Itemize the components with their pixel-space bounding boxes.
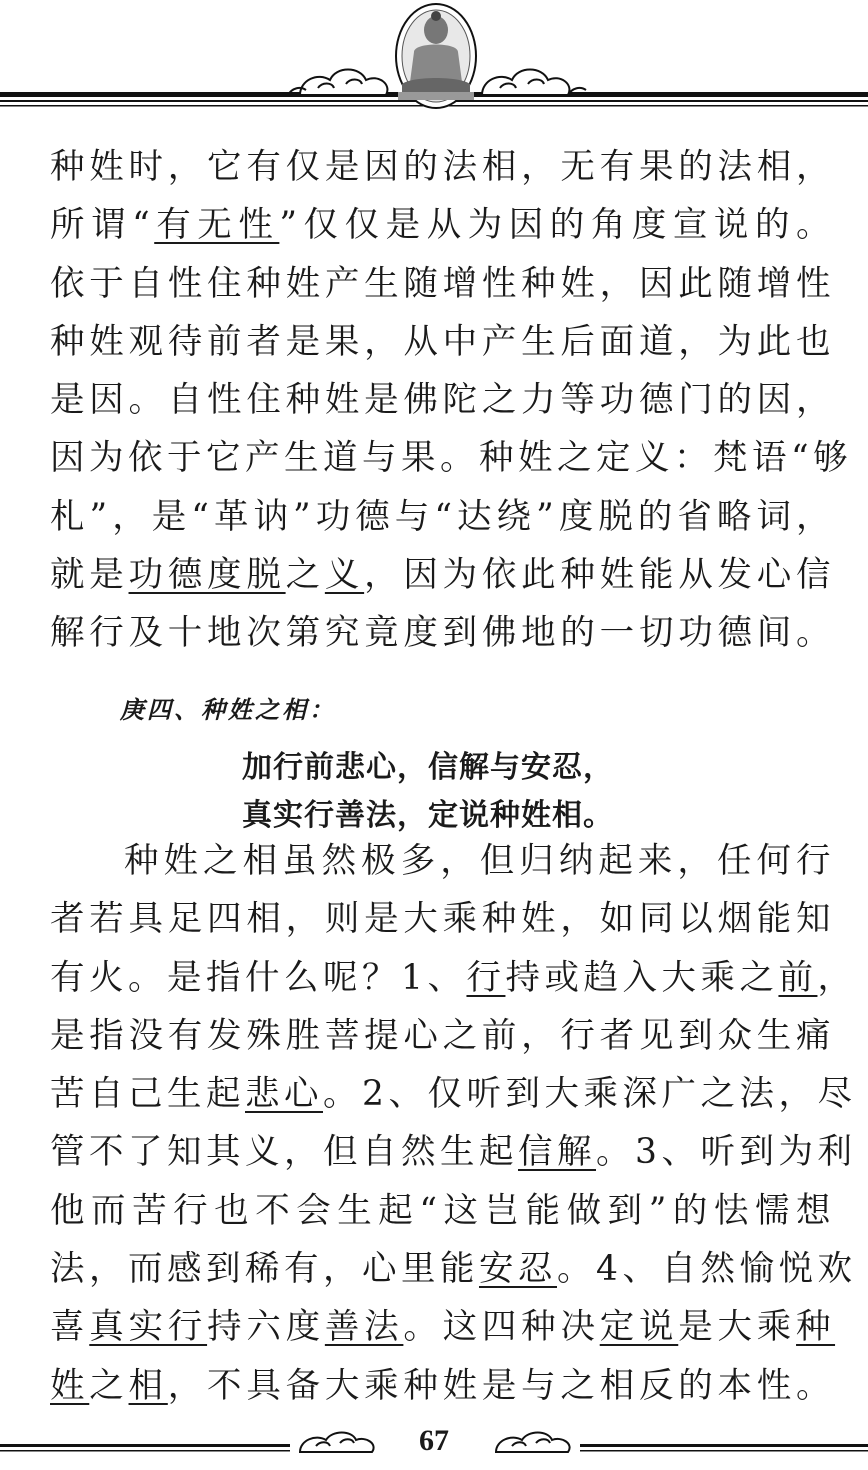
underlined-term: 善法 — [324, 1307, 404, 1348]
underlined-term: 相 — [128, 1365, 168, 1406]
verse-line-2: 真实行善法，定说种姓相。 — [242, 798, 614, 833]
text-segment: 持六度 — [207, 1307, 325, 1348]
section-heading: 庚四、种姓之相： — [120, 695, 336, 724]
text-segment: 就是 — [50, 555, 129, 596]
text-line — [50, 138, 835, 196]
underlined-term: 前 — [778, 957, 818, 998]
text-line — [50, 1065, 857, 1123]
text-line — [50, 371, 835, 429]
underlined-term: 有无性 — [154, 205, 280, 246]
text-segment: ”仅仅是从为因的角度宣说的。 — [279, 205, 836, 246]
text-line — [50, 546, 835, 604]
text-segment: 所谓“ — [50, 205, 155, 246]
text-segment: 种姓观待前者是果，从中产生后面道，为此也 — [50, 321, 835, 362]
text-segment: ，因为依此种姓能从发心信 — [364, 555, 836, 596]
text-segment: ， — [817, 957, 857, 998]
text-segment: 。3、听到为利 — [596, 1132, 857, 1173]
text-segment: 解行及十地次第究竟度到佛地的一切功德间。 — [50, 613, 835, 654]
text-segment: 喜 — [50, 1307, 90, 1348]
underlined-term: 真实行 — [89, 1307, 208, 1348]
underlined-term: 姓 — [50, 1365, 90, 1406]
text-segment: 之 — [285, 555, 325, 596]
text-segment: 。这四种决 — [403, 1307, 600, 1348]
text-segment: 法，而感到稀有，心里能 — [50, 1249, 479, 1290]
text-line — [50, 949, 857, 1007]
text-segment: 种姓时，它有仅是因的法相，无有果的法相， — [50, 147, 835, 187]
text-segment: 依于自性住种姓产生随增性种姓，因此随增性 — [50, 263, 835, 304]
text-segment: 札”，是“革讷”功德与“达绕”度脱的省略词， — [50, 496, 835, 537]
underlined-term: 定说 — [599, 1307, 679, 1348]
text-segment: 因为依于它产生道与果。种姓之定义：梵语“够 — [50, 438, 853, 479]
text-segment: 是大乘 — [678, 1307, 797, 1348]
text-segment: 是指没有发殊胜菩提心之前，行者见到众生痛 — [50, 1015, 835, 1056]
underlined-term: 安忍 — [479, 1249, 557, 1290]
text-segment: 有火。是指什么呢？1、 — [50, 957, 467, 998]
text-segment: 他而苦行也不会生起“这岂能做到”的怯懦想 — [50, 1190, 835, 1231]
text-segment: 。4、自然愉悦欢 — [557, 1249, 857, 1290]
header-ornament — [0, 0, 868, 120]
underlined-term: 信解 — [518, 1132, 596, 1173]
underlined-term: 功德度脱 — [128, 555, 286, 596]
text-line — [50, 488, 835, 546]
text-line — [50, 604, 835, 662]
text-line — [50, 832, 835, 890]
text-segment: 者若具足四相，则是大乘种姓，如同以烟能知 — [50, 899, 835, 940]
text-segment: 是因。自性住种姓是佛陀之力等功德门的因， — [50, 380, 835, 421]
text-segment: 持或趋入大乘之 — [505, 957, 779, 998]
text-line — [50, 255, 835, 313]
underlined-term: 种 — [796, 1307, 836, 1348]
text-segment: 苦自己生起 — [50, 1074, 245, 1115]
text-segment: 管不了知其义，但自然生起 — [50, 1132, 518, 1173]
text-segment: 。2、仅听到大乘深广之法，尽 — [323, 1074, 857, 1115]
underlined-term: 行 — [466, 957, 506, 998]
text-segment: 种姓之相虽然极多，但归纳起来，任何行 — [124, 841, 835, 881]
paragraph-2 — [50, 832, 857, 1415]
text-line — [50, 1298, 835, 1356]
verse-line-1: 加行前悲心，信解与安忍， — [242, 750, 614, 785]
text-segment: ，不具备大乘种姓是与之相反的本性。 — [167, 1365, 836, 1406]
paragraph-1 — [50, 138, 853, 663]
text-segment: 之 — [89, 1365, 129, 1406]
text-line — [50, 1182, 835, 1240]
left-cloud-icon — [288, 70, 387, 96]
buddha-emblem-icon — [396, 4, 476, 108]
text-line — [50, 890, 835, 948]
text-line — [50, 1357, 835, 1415]
text-line — [50, 429, 853, 487]
text-line — [50, 1240, 857, 1298]
right-cloud-icon — [482, 70, 586, 96]
page-number: 67 — [419, 1424, 449, 1457]
text-line — [50, 313, 835, 371]
text-line — [50, 196, 835, 254]
underlined-term: 悲心 — [245, 1074, 323, 1115]
text-line — [50, 1123, 857, 1181]
underlined-term: 义 — [324, 555, 365, 596]
text-line — [50, 1007, 835, 1065]
